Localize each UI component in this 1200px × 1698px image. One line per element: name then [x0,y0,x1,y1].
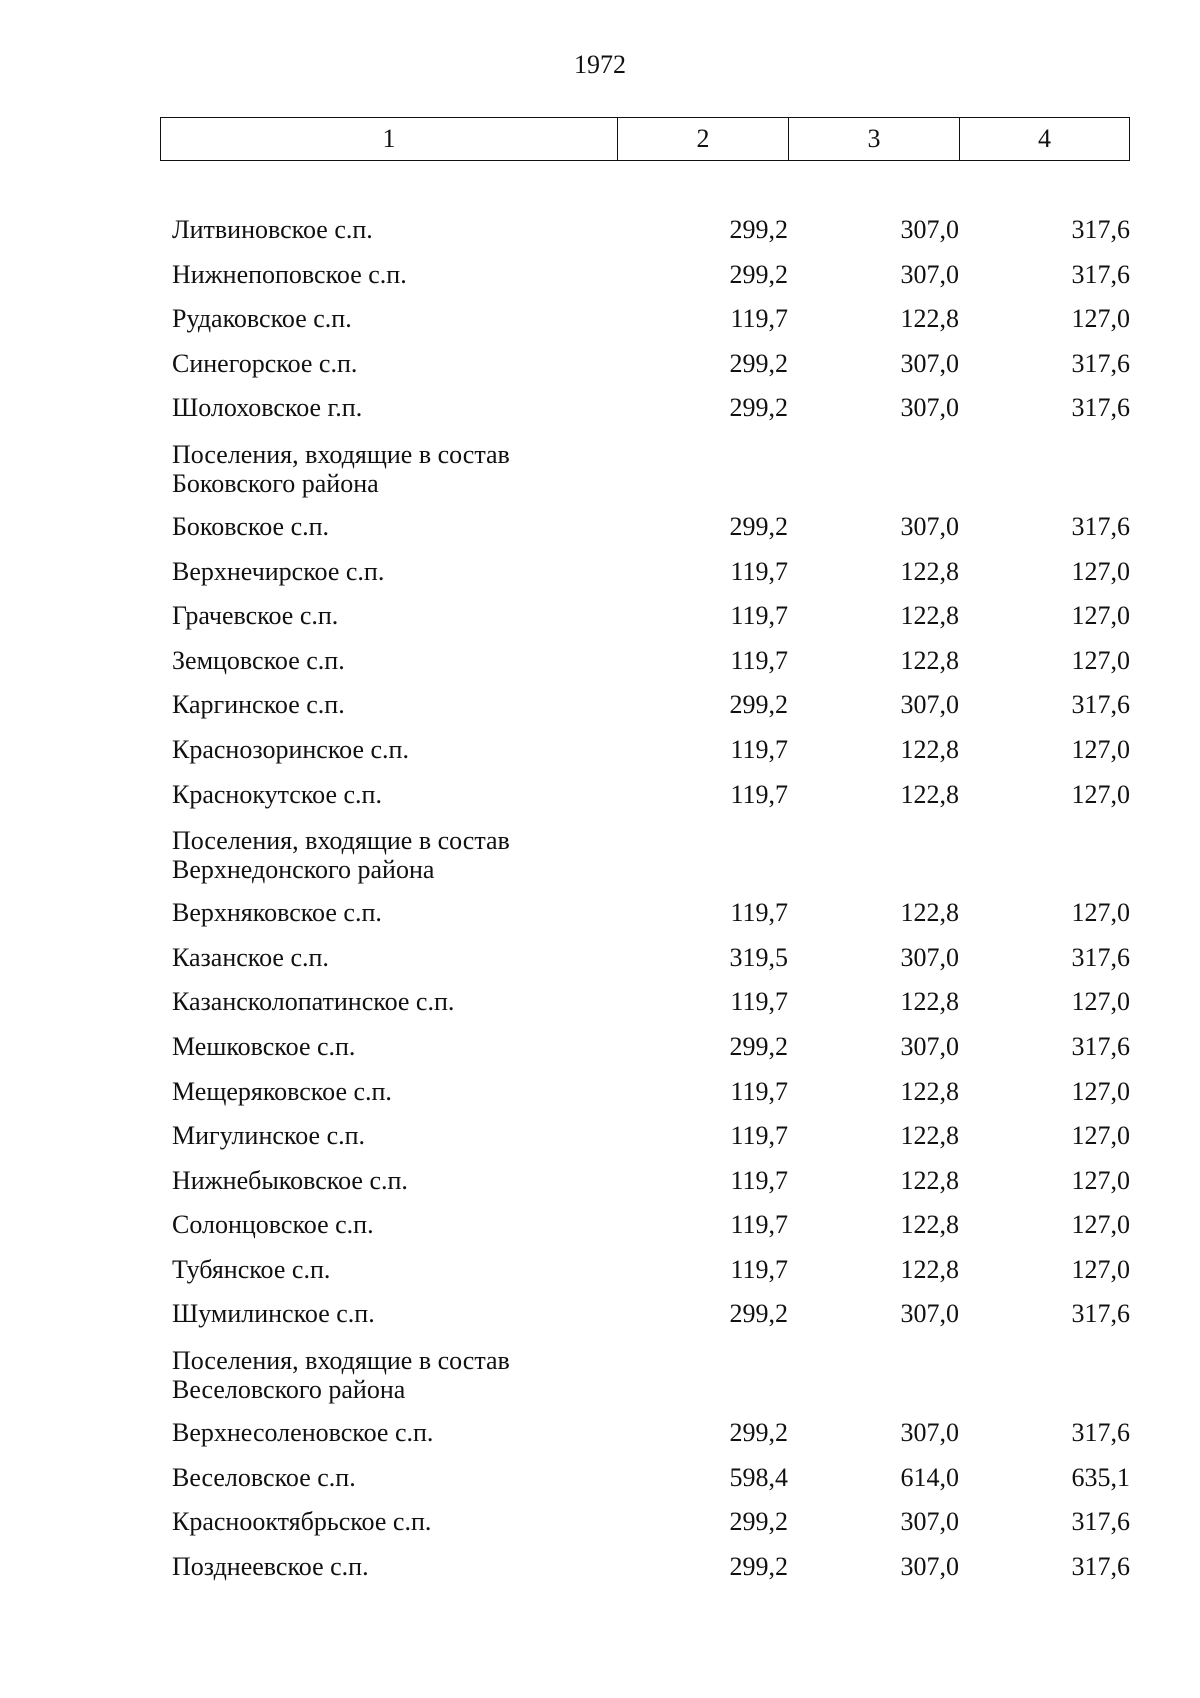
value-column-2: 299,2 [729,348,788,378]
value-column-4: 317,6 [1071,259,1130,289]
settlement-name: Шумилинское с.п. [172,1299,375,1329]
settlement-name: Тубянское с.п. [172,1254,331,1284]
value-column-3: 307,0 [900,259,959,289]
settlement-name: Казансколопатинское с.п. [172,987,455,1017]
value-column-3: 122,8 [900,779,959,809]
table-row [160,1411,1130,1456]
table-header [160,117,1130,161]
table-row [160,891,1130,936]
value-column-4: 127,0 [1071,556,1130,586]
table-row [160,505,1130,550]
group-heading: Поселения, входящие в состав Веселовского района [172,1346,510,1405]
value-column-2: 119,7 [730,304,788,334]
value-column-3: 307,0 [900,393,959,423]
settlement-name: Грачевское с.п. [172,601,339,631]
value-column-3: 307,0 [900,1507,959,1537]
settlement-name: Рудаковское с.п. [172,304,352,334]
value-column-4: 317,6 [1071,393,1130,423]
table-row [160,1545,1130,1590]
value-column-2: 119,7 [730,1121,788,1151]
table-row [160,1159,1130,1204]
value-column-3: 122,8 [900,601,959,631]
value-column-3: 122,8 [900,1254,959,1284]
table-row [160,1500,1130,1545]
value-column-2: 299,2 [729,690,788,720]
settlement-name: Синегорское с.п. [172,348,358,378]
value-column-3: 122,8 [900,1210,959,1240]
settlement-name: Краснозоринское с.п. [172,734,409,764]
group-heading-row [160,1337,1130,1411]
settlement-name: Земцовское с.п. [172,645,345,675]
table-row [160,683,1130,728]
settlement-name: Мешковское с.п. [172,1031,356,1061]
value-column-2: 119,7 [730,556,788,586]
value-column-3: 122,8 [900,1121,959,1151]
value-column-4: 127,0 [1071,645,1130,675]
table-row [160,936,1130,981]
value-column-3: 122,8 [900,1076,959,1106]
value-column-3: 307,0 [900,690,959,720]
value-column-2: 299,2 [729,1507,788,1537]
value-column-2: 598,4 [729,1462,788,1492]
table-row [160,1456,1130,1501]
value-column-4: 127,0 [1071,1121,1130,1151]
settlement-name: Мигулинское с.п. [172,1121,366,1151]
settlement-name: Верхнечирское с.п. [172,556,385,586]
value-column-3: 122,8 [900,898,959,928]
value-column-2: 299,2 [729,259,788,289]
settlement-name: Мещеряковское с.п. [172,1076,392,1106]
column-header-3: 3 [789,118,960,160]
value-column-3: 307,0 [900,511,959,541]
settlement-name: Веселовское с.п. [172,1462,356,1492]
value-column-4: 127,0 [1071,1076,1130,1106]
value-column-4: 127,0 [1071,734,1130,764]
value-column-4: 127,0 [1071,1210,1130,1240]
table-body [160,208,1130,1589]
value-column-4: 317,6 [1071,690,1130,720]
table-row [160,1114,1130,1159]
value-column-3: 614,0 [900,1462,959,1492]
column-header-4: 4 [1038,124,1051,153]
value-column-4: 127,0 [1071,898,1130,928]
value-column-3: 307,0 [900,348,959,378]
settlement-name: Шолоховское г.п. [172,393,363,423]
value-column-4: 127,0 [1071,1254,1130,1284]
value-column-4: 317,6 [1071,511,1130,541]
value-column-2: 119,7 [730,1254,788,1284]
value-column-4: 317,6 [1071,1418,1130,1448]
value-column-2: 119,7 [730,645,788,675]
settlement-name: Боковское с.п. [172,511,330,541]
settlement-name: Краснооктябрьское с.п. [172,1507,432,1537]
table-row [160,980,1130,1025]
value-column-3: 307,0 [900,215,959,244]
value-column-2: 119,7 [730,601,788,631]
value-column-3: 307,0 [900,1418,959,1448]
value-column-2: 299,2 [729,1418,788,1448]
value-column-4: 317,6 [1071,1507,1130,1537]
table-row [160,639,1130,684]
group-heading: Поселения, входящие в состав Верхнедонского района [172,826,510,885]
settlement-name: Краснокутское с.п. [172,779,382,809]
value-column-4: 317,6 [1071,1299,1130,1329]
value-column-2: 119,7 [730,1210,788,1240]
settlement-name: Верхняковское с.п. [172,898,382,928]
value-column-4: 317,6 [1071,1031,1130,1061]
value-column-2: 299,2 [729,511,788,541]
value-column-4: 127,0 [1071,987,1130,1017]
value-column-3: 122,8 [900,1165,959,1195]
value-column-2: 119,7 [730,987,788,1017]
table-row [160,1248,1130,1293]
value-column-4: 635,1 [1071,1462,1130,1492]
table-row [160,1025,1130,1070]
table-row [160,386,1130,431]
table-row [160,1203,1130,1248]
value-column-2: 119,7 [730,898,788,928]
table-row [160,297,1130,342]
table-row [160,594,1130,639]
value-column-3: 122,8 [900,556,959,586]
column-header-2: 2 [618,118,789,160]
table-row [160,253,1130,298]
settlement-name: Нижнебыковское с.п. [172,1165,408,1195]
group-heading-row [160,817,1130,891]
value-column-3: 307,0 [900,942,959,972]
table-row [160,550,1130,595]
value-column-4: 127,0 [1071,601,1130,631]
value-column-4: 127,0 [1071,304,1130,334]
table-row [160,342,1130,387]
settlement-name: Позднеевское с.п. [172,1551,369,1581]
value-column-4: 317,6 [1071,348,1130,378]
settlement-name: Каргинское с.п. [172,690,345,720]
table-row [160,728,1130,773]
value-column-2: 299,2 [729,393,788,423]
value-column-3: 122,8 [900,734,959,764]
settlement-name: Казанское с.п. [172,942,329,972]
value-column-4: 317,6 [1071,1551,1130,1581]
value-column-2: 299,2 [729,1031,788,1061]
value-column-4: 317,6 [1071,215,1130,244]
value-column-2: 119,7 [730,1076,788,1106]
value-column-3: 122,8 [900,645,959,675]
group-heading: Поселения, входящие в состав Боковского района [172,439,510,498]
value-column-3: 307,0 [900,1299,959,1329]
value-column-2: 119,7 [730,734,788,764]
group-heading-row [160,431,1130,505]
value-column-2: 299,2 [729,1551,788,1581]
value-column-3: 122,8 [900,304,959,334]
settlement-name: Литвиновское с.п. [172,215,373,244]
table-row [160,1070,1130,1115]
column-header-1: 1 [161,118,618,160]
value-column-3: 307,0 [900,1031,959,1061]
value-column-2: 299,2 [729,215,788,244]
value-column-2: 119,7 [730,779,788,809]
settlement-name: Нижнепоповское с.п. [172,259,407,289]
value-column-2: 299,2 [729,1299,788,1329]
value-column-4: 317,6 [1071,942,1130,972]
value-column-4: 127,0 [1071,779,1130,809]
table-row [160,208,1130,253]
table-row [160,773,1130,818]
value-column-3: 122,8 [900,987,959,1017]
page-number: 1972 [574,50,626,79]
settlement-name: Солонцовское с.п. [172,1210,374,1240]
value-column-2: 119,7 [730,1165,788,1195]
value-column-4: 127,0 [1071,1165,1130,1195]
table-row [160,1292,1130,1337]
settlement-name: Верхнесоленовское с.п. [172,1418,434,1448]
value-column-3: 307,0 [900,1551,959,1581]
value-column-2: 319,5 [729,942,788,972]
